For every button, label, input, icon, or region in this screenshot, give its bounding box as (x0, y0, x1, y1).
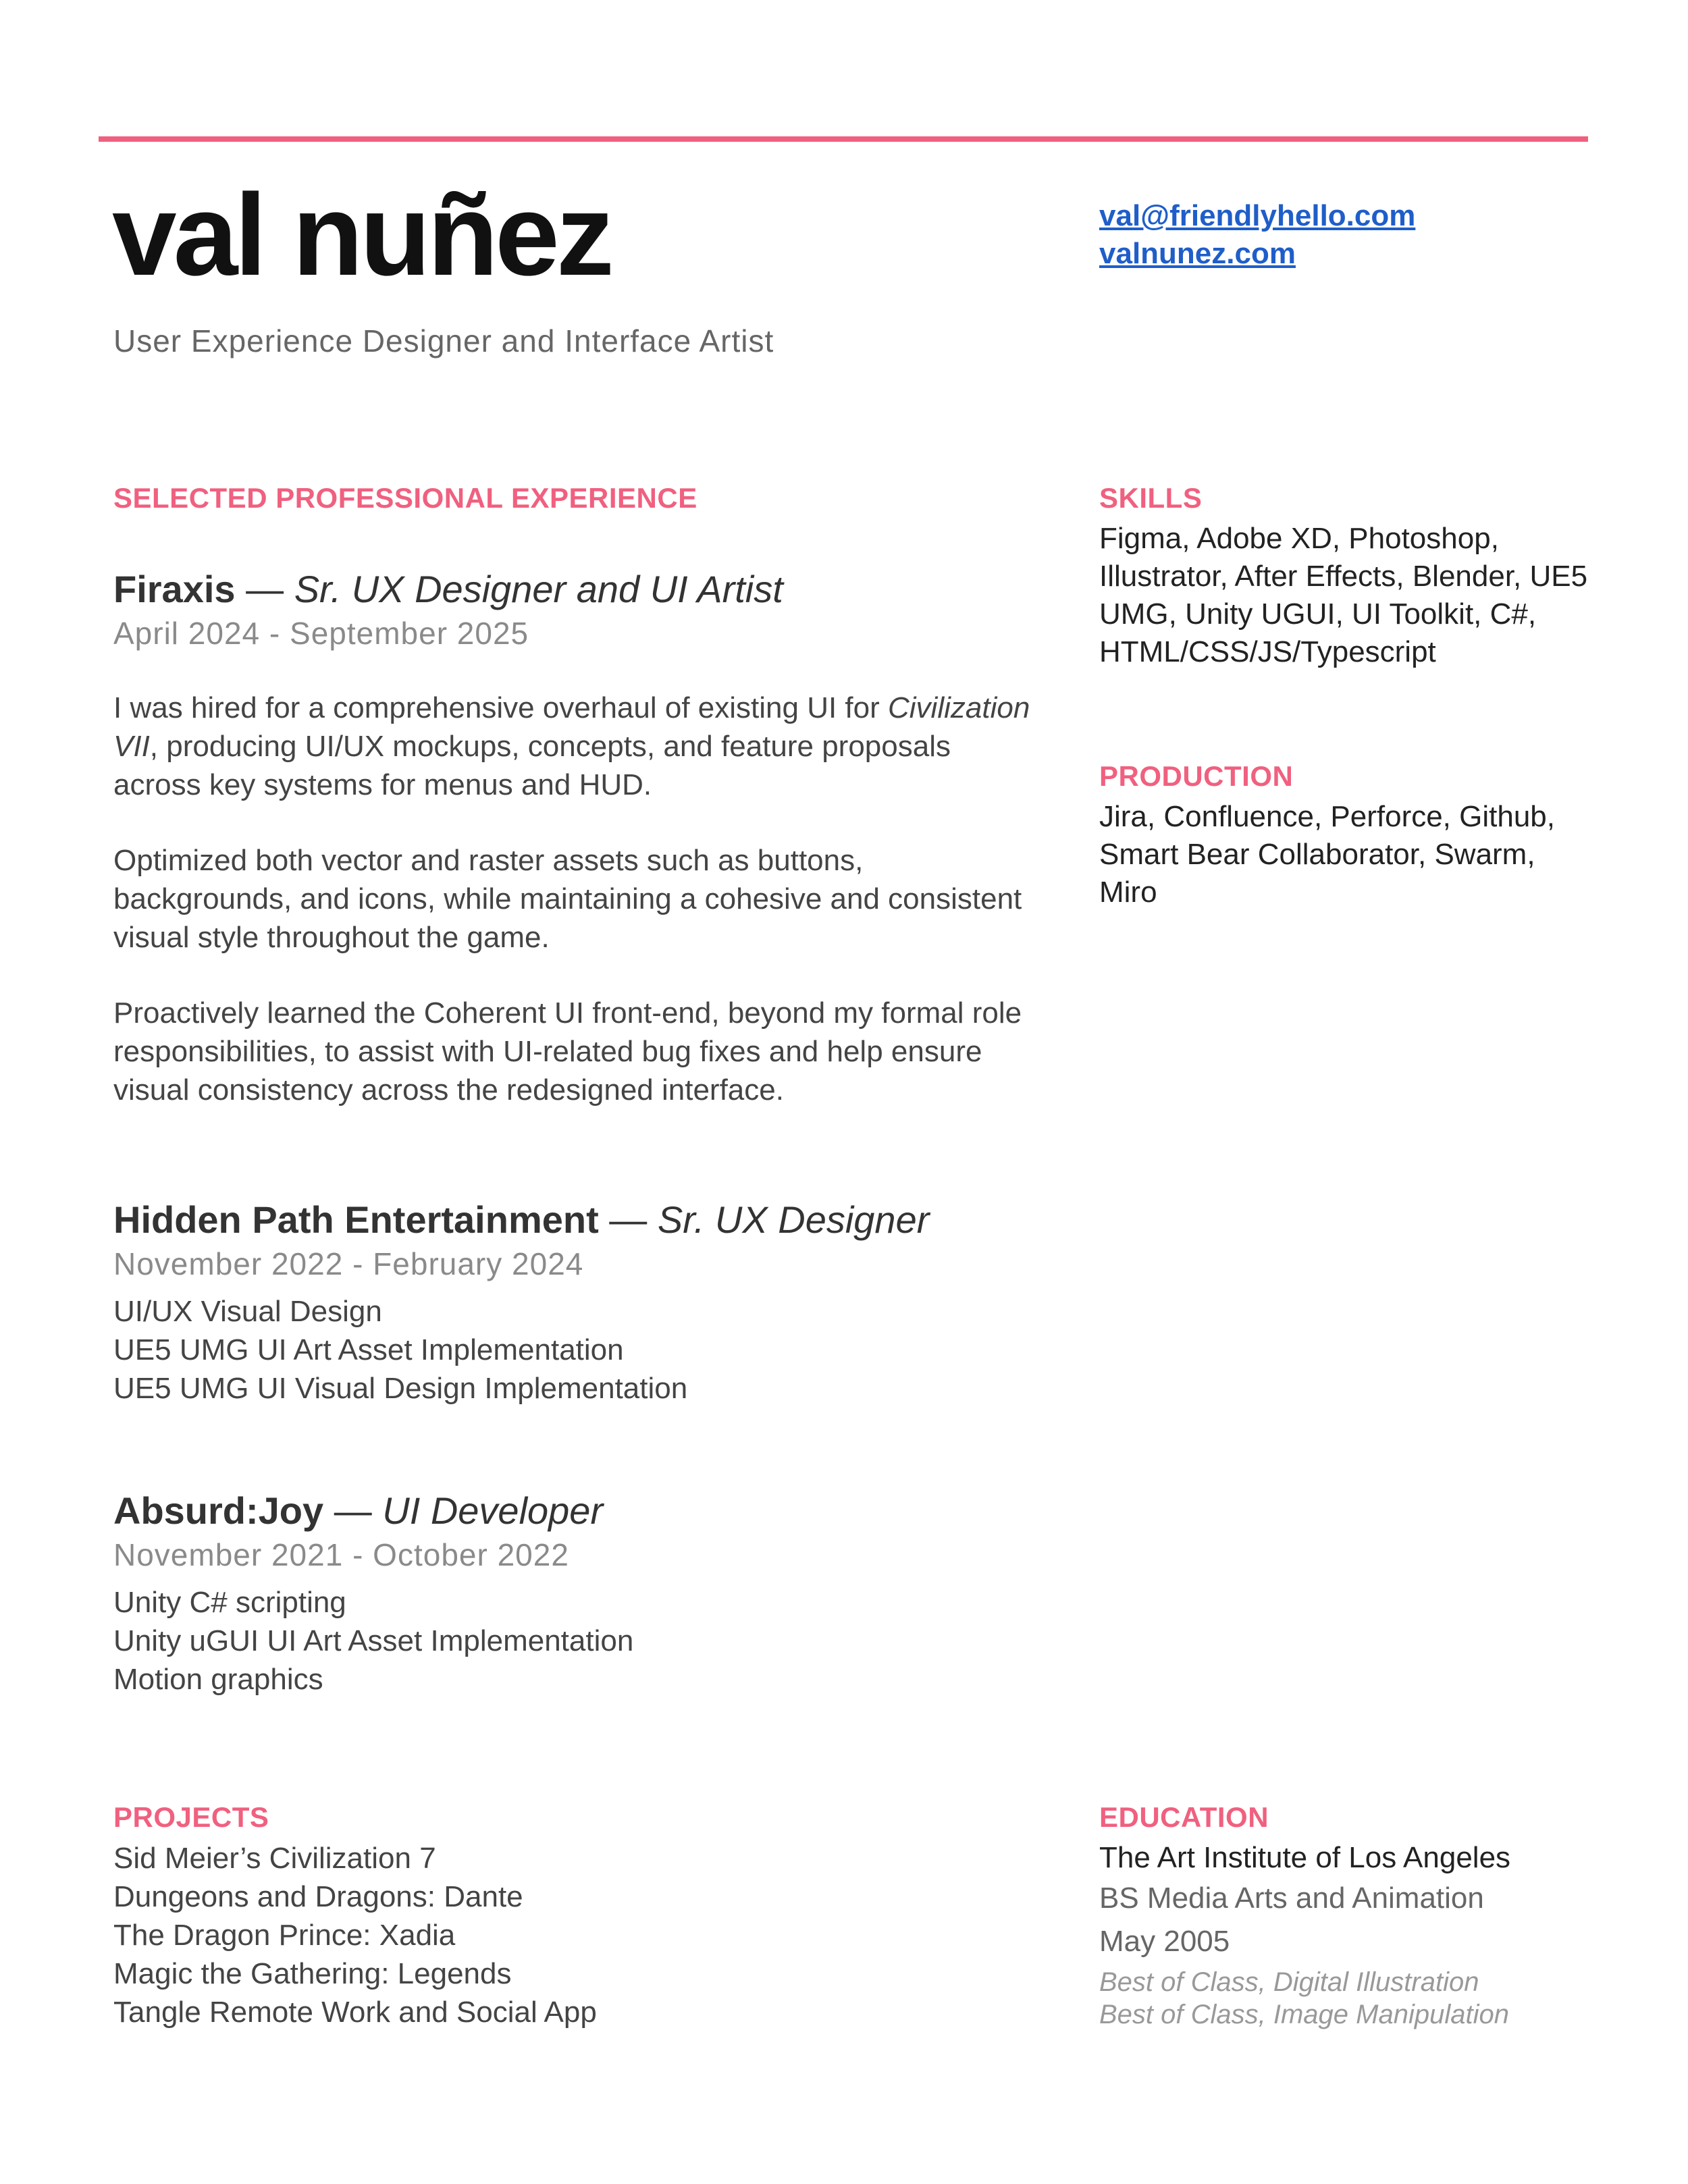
job-dates: November 2022 - February 2024 (113, 1246, 584, 1281)
desc-text: , producing UI/UX mockups, concepts, and feature proposals across key systems for menus and HUD. (113, 730, 951, 801)
job-description: Proactively learned the Coherent UI front-end, beyond my formal role responsibilities, to assist with UI-related bug fixes and help ensure visual consistency across the redesigned interface. (113, 996, 1022, 1107)
school-name: The Art Institute of Los Angeles (1099, 1841, 1511, 1874)
experience-heading: SELECTED PROFESSIONAL EXPERIENCE (113, 482, 697, 514)
contact-links (1099, 197, 1415, 273)
job-role: Sr. UX Designer and UI Artist (294, 568, 783, 610)
skills-block (1099, 520, 1592, 671)
projects-heading: PROJECTS (113, 1801, 269, 1833)
list-item: Sid Meier’s Civilization 7 (113, 1842, 436, 1875)
job-company: Absurd:Joy (113, 1489, 324, 1532)
job-dates: November 2021 - October 2022 (113, 1537, 569, 1572)
job-title (113, 566, 1032, 613)
award: Best of Class, Digital Illustration (1099, 1967, 1479, 1997)
list-item: Unity uGUI UI Art Asset Implementation (113, 1624, 634, 1657)
job-company: Hidden Path Entertainment (113, 1198, 599, 1241)
job-absurd-joy (113, 1487, 1032, 1699)
job-company: Firaxis (113, 568, 236, 610)
list-item: Tangle Remote Work and Social App (113, 1996, 597, 2029)
job-separator: — (598, 1198, 658, 1241)
award: Best of Class, Image Manipulation (1099, 2000, 1509, 2029)
job-title (113, 1487, 1032, 1535)
job-role: Sr. UX Designer (657, 1198, 930, 1241)
list-item: Unity C# scripting (113, 1586, 346, 1619)
job-hidden-path (113, 1196, 1032, 1408)
skills-text: Figma, Adobe XD, Photoshop, Illustrator, After Effects, Blender, UE5 UMG, Unity UGUI, UI Toolkit, C#, HTML/CSS/JS/Typescript (1099, 522, 1588, 668)
list-item: Magic the Gathering: Legends (113, 1957, 512, 1990)
job-separator: — (235, 568, 294, 610)
email-link[interactable]: val@friendlyhello.com (1099, 199, 1416, 232)
game-title: Civilization VII (113, 691, 1030, 763)
job-firaxis (113, 566, 1032, 1109)
page-title: val nuñez (112, 170, 611, 300)
job-duties (113, 1583, 1032, 1699)
job-separator: — (323, 1489, 383, 1532)
production-heading: PRODUCTION (1099, 760, 1294, 792)
website-link[interactable]: valnunez.com (1099, 237, 1296, 270)
graduation-date: May 2005 (1099, 1925, 1230, 1958)
education-block (1099, 1839, 1592, 2031)
list-item: UE5 UMG UI Art Asset Implementation (113, 1333, 624, 1366)
production-text: Jira, Confluence, Perforce, Github, Smart Bear Collaborator, Swarm, Miro (1099, 800, 1555, 909)
job-subtitle: User Experience Designer and Interface Artist (113, 323, 774, 358)
education-heading: EDUCATION (1099, 1801, 1269, 1833)
header-divider (99, 136, 1588, 142)
production-block (1099, 798, 1592, 911)
projects-list (113, 1839, 597, 2031)
job-dates: April 2024 - September 2025 (113, 616, 529, 651)
desc-text: I was hired for a comprehensive overhaul of existing UI for (113, 691, 888, 724)
list-item: UI/UX Visual Design (113, 1295, 382, 1328)
degree: BS Media Arts and Animation (1099, 1882, 1484, 1915)
job-duties (113, 1292, 1032, 1408)
job-description (113, 689, 1032, 804)
list-item: Dungeons and Dragons: Dante (113, 1880, 523, 1913)
job-role: UI Developer (382, 1489, 604, 1532)
list-item: Motion graphics (113, 1663, 323, 1696)
list-item: UE5 UMG UI Visual Design Implementation (113, 1372, 688, 1405)
job-description: Optimized both vector and raster assets such as buttons, backgrounds, and icons, while maintaining a cohesive and consistent visual style throughout the game. (113, 844, 1022, 954)
list-item: The Dragon Prince: Xadia (113, 1919, 456, 1952)
skills-heading: SKILLS (1099, 482, 1203, 514)
job-title (113, 1196, 1032, 1244)
